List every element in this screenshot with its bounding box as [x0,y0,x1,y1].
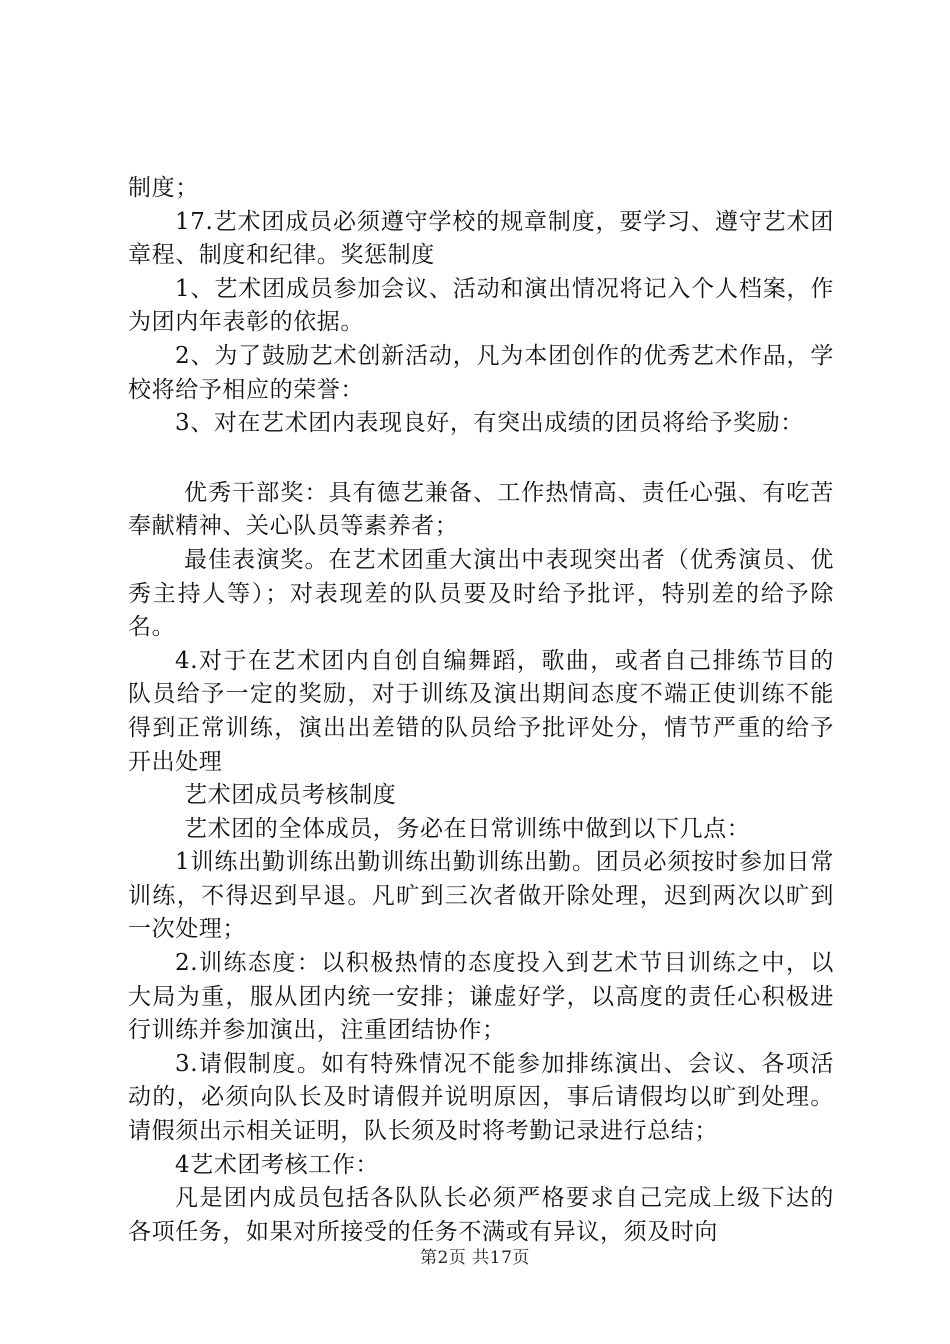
paragraph-continuation: 制度； [128,175,199,201]
paragraph-reward-2: 2、为了鼓励艺术创新活动，凡为本团创作的优秀艺术作品，学校将给予相应的荣誉： [128,342,834,403]
paragraph-attitude: 2.训练态度：以积极热情的态度投入到艺术节目训练之中，以大局为重，服从团内统一安排；谦虚好学，以高度的责任心积极进行训练并参加演出，注重团结协作； [128,950,834,1044]
paragraph-tasks: 凡是团内成员包括各队队长必须严格要求自己完成上级下达的各项任务，如果对所接受的任务不满或有异议，须及时向 [128,1185,834,1245]
document-body [128,172,834,1249]
paragraph-assessment-work: 4艺术团考核工作： [175,1151,380,1178]
paragraph-reward-3: 3、对在艺术团内表现良好，有突出成绩的团员将给予奖励： [175,410,804,437]
section-heading-assessment: 艺术团成员考核制度 [184,782,397,809]
paragraph-rule-17: 17.艺术团成员必须遵守学校的规章制度，要学习、遵守艺术团章程、制度和纪律。奖惩制度 [128,208,834,269]
paragraph-reward-4: 4.对于在艺术团内自创自编舞蹈，歌曲，或者自己排练节目的队员给予一定的奖励，对于训练及演出期间态度不端正使训练不能得到正常训练，演出出差错的队员给予批评处分，情节严重的给予开出处理 [128,647,834,775]
paragraph-assessment-intro: 艺术团的全体成员，务必在日常训练中做到以下几点： [184,815,751,842]
paragraph-attendance: 1训练出勤训练出勤训练出勤训练出勤。团员必须按时参加日常训练，不得迟到早退。凡旷到三次者做开除处理，迟到两次以旷到一次处理； [128,849,834,943]
page-number-footer: 第2页 共17页 [420,1248,530,1268]
paragraph-leave: 3.请假制度。如有特殊情况不能参加排练演出、会议、各项活动的，必须向队长及时请假并说明原因，事后请假均以旷到处理。请假须出示相关证明，队长须及时将考勤记录进行总结； [128,1050,834,1145]
paragraph-performance-award: 最佳表演奖。在艺术团重大演出中表现突出者（优秀演员、优秀主持人等）；对表现差的队员要及时给予批评，特别差的给予除名。 [128,546,834,641]
paragraph-cadre-award: 优秀干部奖：具有德艺兼备、工作热情高、责任心强、有吃苦奉献精神、关心队员等素养者； [128,479,834,540]
paragraph-reward-1: 1、艺术团成员参加会议、活动和演出情况将记入个人档案，作为团内年表彰的依据。 [128,275,834,336]
paragraph-gap [128,441,834,477]
